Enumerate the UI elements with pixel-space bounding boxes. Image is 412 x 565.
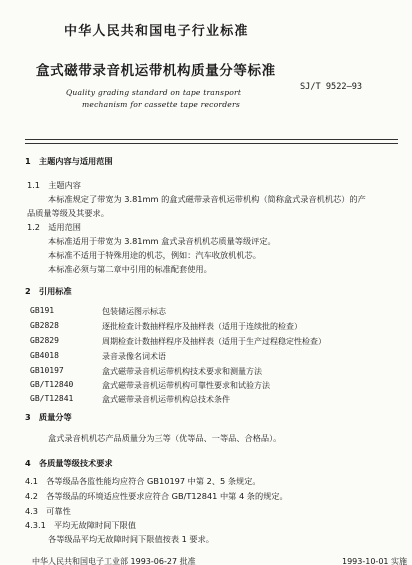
ref-code: GB/T12840 [30,380,74,389]
standard-header: 中华人民共和国电子行业标准 [64,24,249,39]
header-rule-bottom [25,143,398,144]
section-3-heading: 3 质量分等 [25,412,72,422]
header-rule-top [25,139,398,140]
document-title: 盒式磁带录音机运带机构质量分等标准 [36,63,276,79]
ref-code: GB191 [30,306,55,315]
ref-title: 盒式磁带录音机运带机构技术要求和测量方法 [102,367,262,376]
section-1-2-heading: 1.2 适用范围 [27,222,81,232]
section-1-1-text-2: 品质量等级及其要求。 [27,208,109,218]
standard-code: SJ/T 9522—93 [300,82,363,92]
section-1-heading: 1 主题内容与适用范围 [25,156,113,166]
section-1-2-text-2: 本标准不适用于特殊用途的机芯，例如：汽车收放机机芯。 [48,250,261,260]
ref-title: 盒式磁带录音机运带机构总技术条件 [102,395,230,404]
section-1-1-text-1: 本标准规定了带宽为 3.81mm 的盒式磁带录音机运带机构（简称盒式录音机机芯）的产 [48,194,366,204]
section-2-heading: 2 引用标准 [25,286,72,296]
section-4-3-1-text: 各等级品平均无故障时间下限值按表 1 要求。 [48,534,214,544]
approval-date: 中华人民共和国电子工业部 1993-06-27 批准 [32,557,196,565]
section-1-2-text-3: 本标准必须与第二章中引用的标准配套使用。 [48,264,212,274]
section-4-3-heading: 4.3 可靠性 [25,506,71,516]
section-4-3-1-heading: 4.3.1 平均无故障时间下限值 [25,520,136,530]
ref-code: GB/T12841 [30,394,74,403]
english-title-line1: Quality grading standard on tape transport [66,88,242,97]
ref-code: GB2829 [30,336,59,345]
section-4-heading: 4 各质量等级技术要求 [25,458,113,468]
ref-title: 包装储运图示标志 [102,307,166,316]
ref-title: 周期检查计数抽样程序及抽样表（适用于生产过程稳定性检查） [102,337,326,346]
ref-code: GB2828 [30,321,59,330]
section-1-1-heading: 1.1 主题内容 [27,180,81,190]
ref-code: GB4018 [30,351,59,360]
section-1-2-text-1: 本标准适用于带宽为 3.81mm 盒式录音机机芯质量等级评定。 [48,236,276,246]
ref-title: 逐批检查计数抽样程序及抽样表（适用于连续批的检查） [102,322,302,331]
ref-title: 录音录像名词术语 [102,352,166,361]
section-4-1-text: 4.1 各等级品各监性能均应符合 GB10197 中第 2、5 条规定。 [25,476,261,486]
ref-title: 盒式磁带录音机运带机构可靠性要求和试验方法 [102,381,270,390]
ref-code: GB10197 [30,366,64,375]
english-title-line2: mechanism for cassette tape recorders [82,100,240,109]
implementation-date: 1993-10-01 实施 [342,557,408,565]
section-3-text: 盒式录音机机芯产品质量分为三等（优等品、一等品、合格品）。 [48,433,282,443]
section-4-2-text: 4.2 各等级品的环境适应性要求应符合 GB/T12841 中第 4 条的规定。 [25,491,288,501]
